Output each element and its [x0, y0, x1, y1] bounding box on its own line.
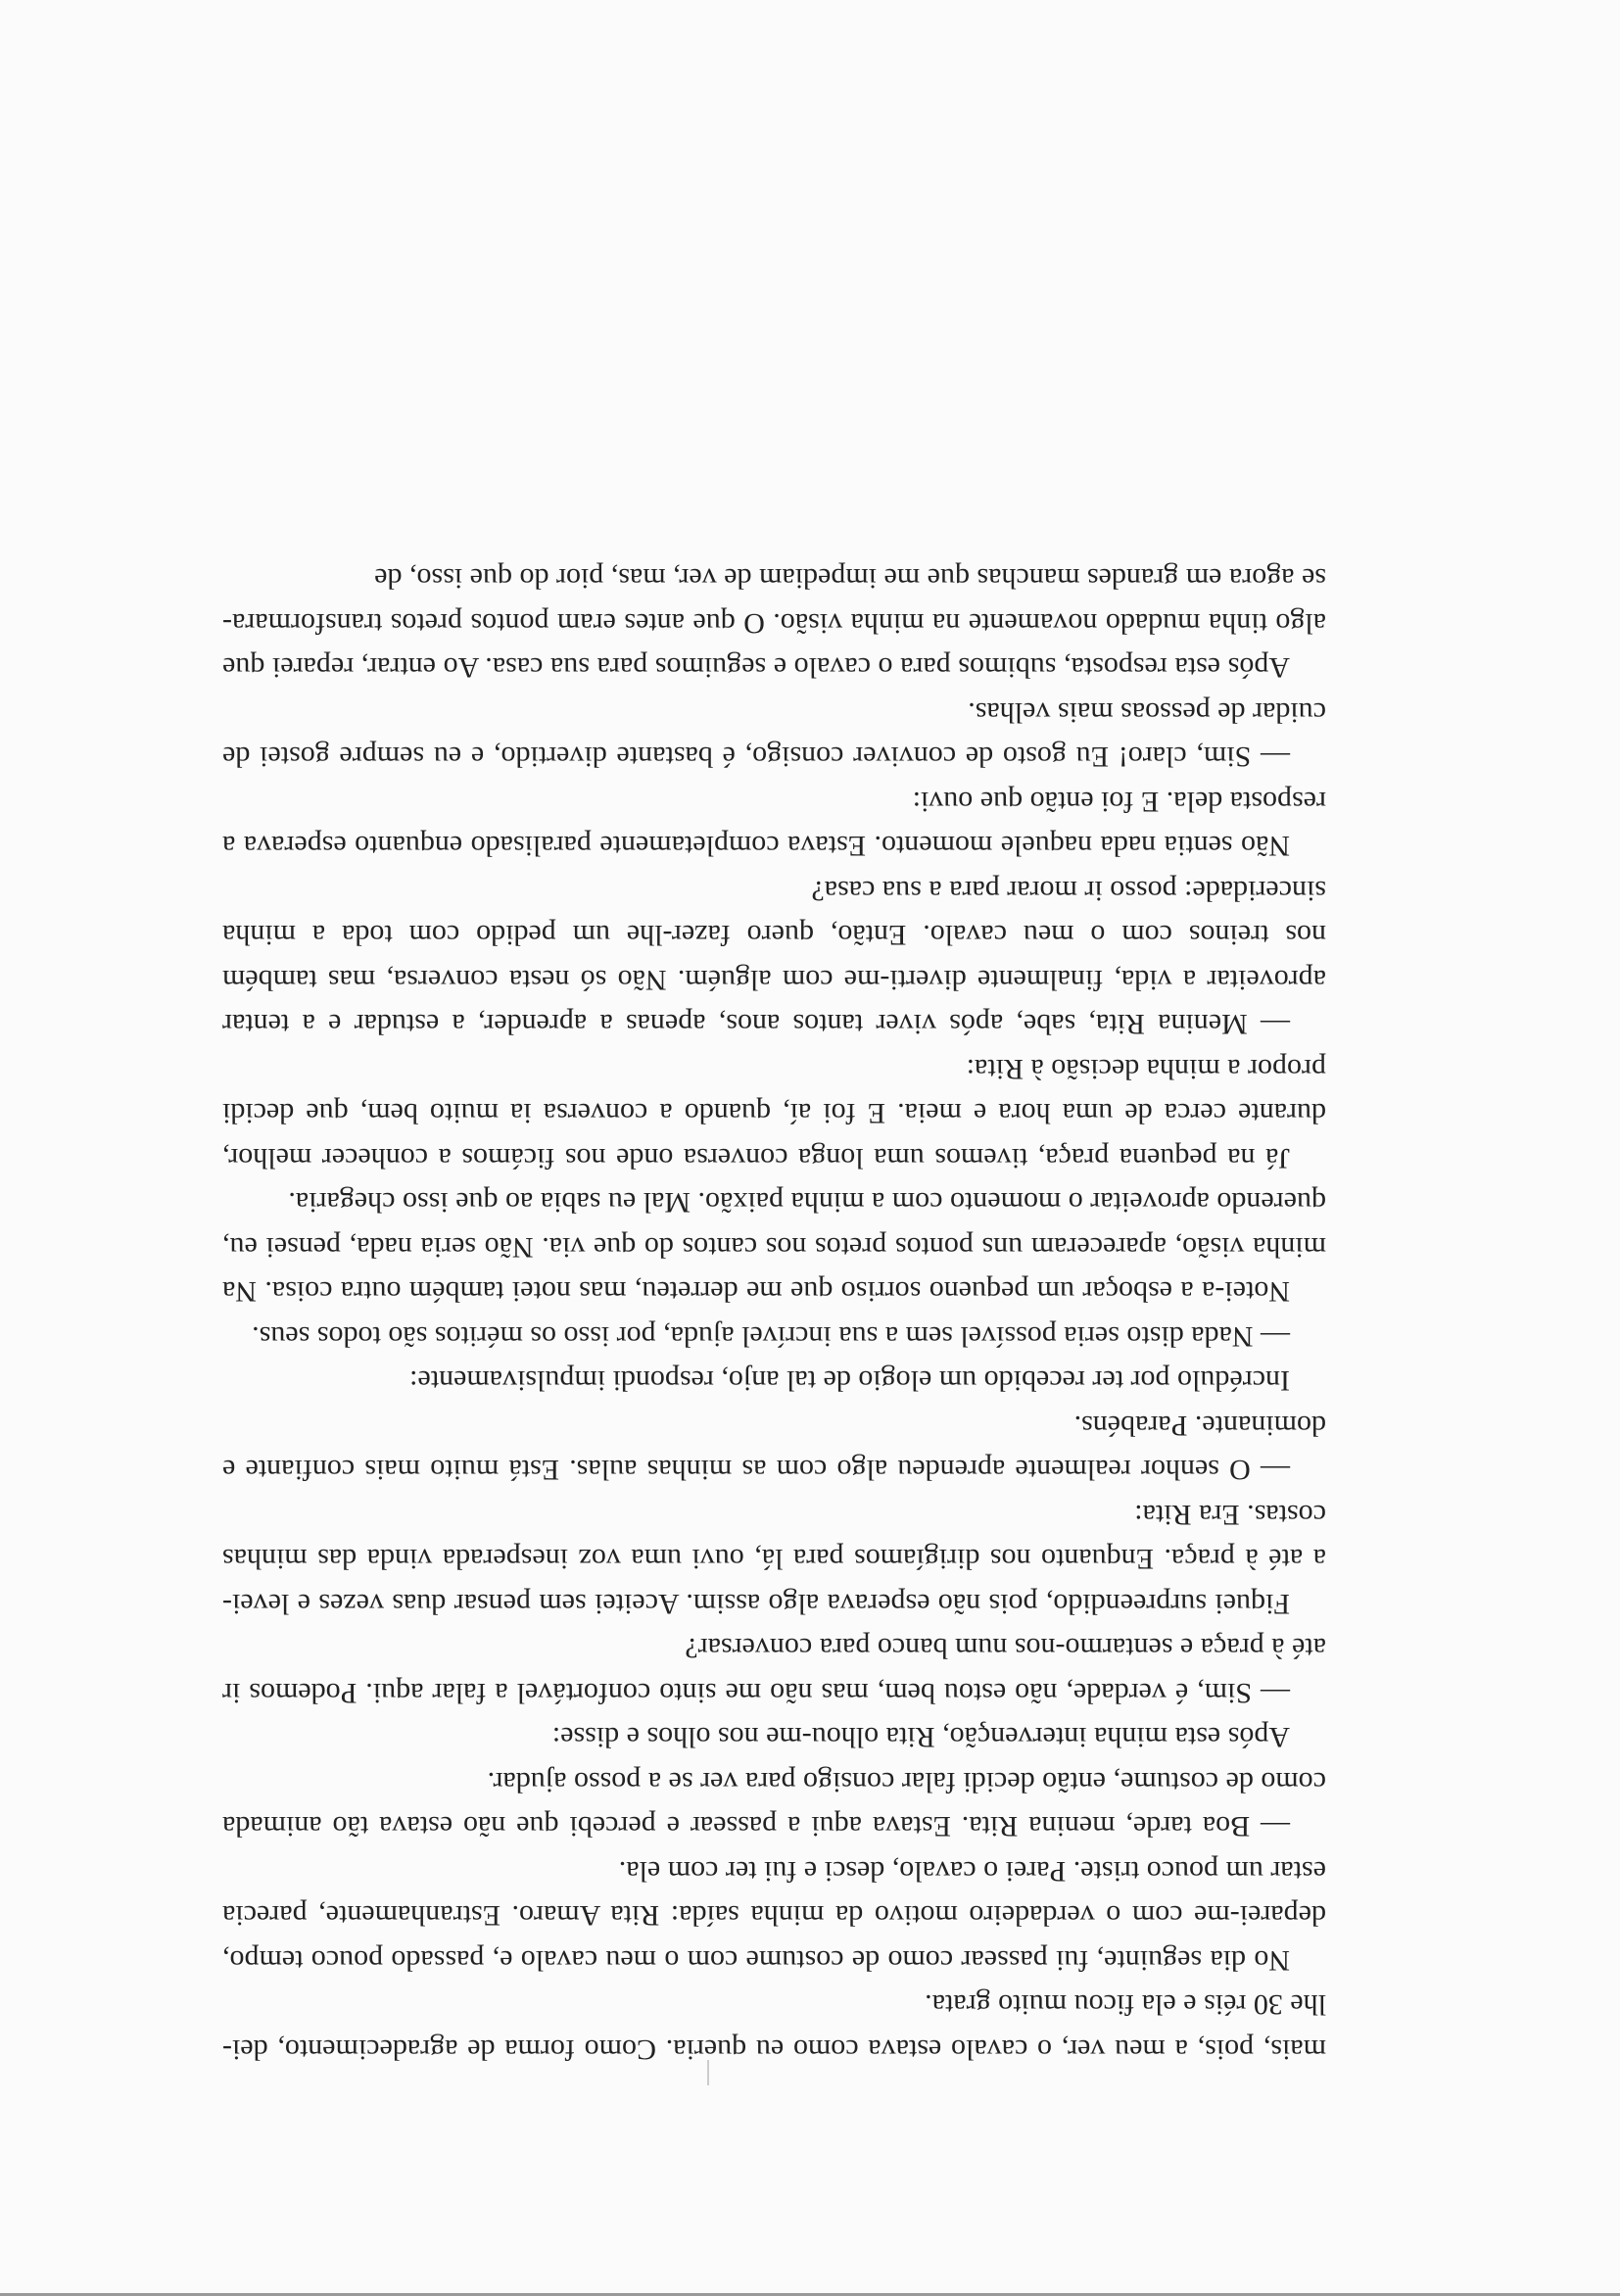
- dialogue-line: — Sim, claro! Eu gosto de conviver consigo, é bastante divertido, e eu sempre gostei de cuidar de pessoas mais velhas.: [222, 696, 1326, 774]
- dialogue-line: — Boa tarde, menina Rita. Estava aqui a passear e percebi que não estava tão animada como de costume, então decidi falar consigo para ver se a posso ajudar.: [222, 1766, 1326, 1843]
- paragraph: mais, pois, a meu ver, o cavalo estava como eu queria. Como forma de agradecimento, dei-lhe 30 réis e ela ficou muito grata.: [222, 1988, 1326, 2066]
- dialogue-line: — O senhor realmente aprendeu algo com as minhas aulas. Está muito mais confiante e dominante. Parabéns.: [222, 1410, 1326, 1487]
- body-text: [222, 556, 1326, 2072]
- paragraph: Incrédulo por ter recebido um elogio de tal anjo, respondi impulsivamente:: [409, 1364, 1290, 1398]
- paragraph: No dia seguinte, fui passear como de costume com o meu cavalo e, passado pouco tempo, deparei-me com o verdadeiro motivo da minha saída: Rita Amaro. Estranhamente, parecia estar um pouco triste. Parei o cavalo, desci e fui ter com ela.: [222, 1855, 1326, 1977]
- paragraph: Após esta resposta, subimos para o cavalo e seguimos para sua casa. Ao entrar, reparei que algo tinha mudado novamente na minha visão. O que antes eram pontos pretos transformara-se agora em grandes manchas que me impediam de ver, mas, pior do que isso, de: [222, 562, 1326, 685]
- paragraph: Notei-a a esboçar um pequeno sorriso que me derreteu, mas notei também outra coisa. Na minha visão, apareceram uns pontos pretos nos cantos do que via. Não seria nada, pensei eu, querendo aproveitar o momento com a minha paixão. Mal eu sabia ao que isso chegaria.: [222, 1186, 1326, 1309]
- paragraph: Já na pequena praça, tivemos uma longa conversa onde nos ficámos a conhecer melhor, durante cerca de uma hora e meia. E foi aí, quando a conversa ia muito bem, que decidi propor a minha decisão à Rita:: [222, 1053, 1326, 1174]
- paragraph: Após esta minha intervenção, Rita olhou-me nos olhos e disse:: [551, 1721, 1290, 1754]
- paragraph: Fiquei surpreendido, pois não esperava algo assim. Aceitei sem pensar duas vezes e levei-a até à praça. Enquanto nos dirigíamos para lá, ouvi uma voz inesperada vinda das minhas costas. Era Rita:: [222, 1499, 1326, 1620]
- paragraph: Não sentia nada naquele momento. Estava completamente paralisado enquanto esperava a resposta dela. E foi então que ouvi:: [222, 786, 1326, 863]
- dialogue-line: — Nada disto seria possível sem a sua incrível ajuda, por isso os méritos são todos seus.: [252, 1320, 1290, 1353]
- dialogue-line: — Sim, é verdade, não estou bem, mas não me sinto confortável a falar aqui. Podemos ir até à praça e sentarmo-nos num banco para conversar?: [222, 1632, 1326, 1709]
- dialogue-line: — Menina Rita, sabe, após viver tantos anos, apenas a aprender, a estudar e a tentar aproveitar a vida, finalmente diverti-me com alguém. Não só nesta conversa, mas também nos treinos com o meu cavalo. Então, quero fazer-lhe um pedido com toda a minha sinceridade: posso ir morar para a sua casa?: [222, 875, 1326, 1041]
